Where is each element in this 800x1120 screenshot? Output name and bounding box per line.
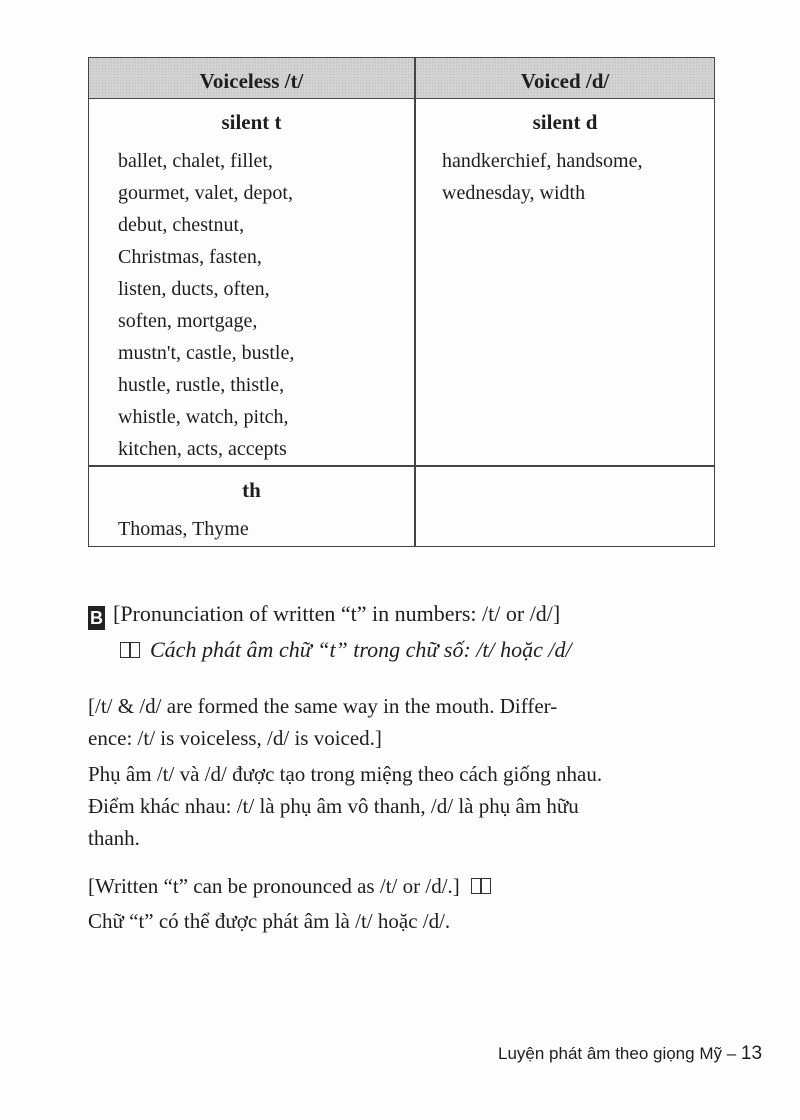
text-line: ence: /t/ is voiceless, /d/ is voiced.]	[88, 726, 382, 750]
silent-t-words	[118, 145, 294, 465]
paragraph-1-vietnamese	[88, 758, 728, 854]
pronunciation-table	[88, 57, 715, 547]
word-line: hustle, rustle, thistle,	[118, 374, 285, 396]
word-line: debut, chestnut,	[118, 214, 245, 236]
book-icon	[471, 878, 491, 894]
word-line: gourmet, valet, depot,	[118, 182, 293, 204]
section-b-title: [Pronunciation of written “t” in numbers: /t/ or /d/]	[113, 601, 561, 626]
th-words	[118, 513, 249, 545]
word-line: handkerchief, handsome,	[442, 150, 643, 172]
section-b-title-line	[88, 601, 560, 630]
word-line: Christmas, fasten,	[118, 246, 262, 268]
word-line: wednesday, width	[442, 182, 586, 204]
word-line: Thomas, Thyme	[118, 518, 249, 540]
page-footer	[498, 1043, 762, 1065]
text-line: Chữ “t” có thể được phát âm là /t/ hoặc /d/.	[88, 909, 451, 933]
text-line: Điểm khác nhau: /t/ là phụ âm vô thanh, /d/ là phụ âm hữu	[88, 794, 579, 818]
word-line: ballet, chalet, fillet,	[118, 150, 273, 172]
paragraph-1-english	[88, 690, 728, 754]
word-line: kitchen, acts, accepts	[118, 438, 287, 460]
paragraph-2-vietnamese	[88, 905, 728, 937]
book-title: Luyện phát âm theo giọng Mỹ –	[498, 1044, 737, 1063]
page-number: 13	[740, 1043, 763, 1064]
text-line: thanh.	[88, 826, 140, 850]
subheading-silent-d: silent d	[532, 110, 598, 134]
subheading-silent-t: silent t	[221, 110, 282, 134]
section-b-subtitle: Cách phát âm chữ “t” trong chữ số: /t/ hoặc /d/	[150, 637, 572, 662]
text-line: [Written “t” can be pronounced as /t/ or /d/.]	[88, 874, 460, 898]
section-badge: B	[90, 608, 103, 628]
section-b-subtitle-line	[120, 637, 572, 663]
table-header	[89, 58, 714, 99]
word-line: whistle, watch, pitch,	[118, 406, 289, 428]
book-icon	[120, 642, 140, 658]
word-line: soften, mortgage,	[118, 310, 258, 332]
word-line: mustn't, castle, bustle,	[118, 342, 295, 364]
row-divider	[89, 465, 714, 467]
text-line: Phụ âm /t/ và /d/ được tạo trong miệng theo cách giống nhau.	[88, 762, 603, 786]
silent-d-words	[442, 145, 642, 209]
text-line: [/t/ & /d/ are formed the same way in the mouth. Differ-	[88, 694, 558, 718]
header-voiceless: Voiceless /t/	[199, 69, 304, 93]
word-line: listen, ducts, often,	[118, 278, 270, 300]
header-voiced: Voiced /d/	[520, 69, 610, 93]
paragraph-2-english	[88, 870, 728, 902]
subheading-th: th	[242, 478, 261, 502]
